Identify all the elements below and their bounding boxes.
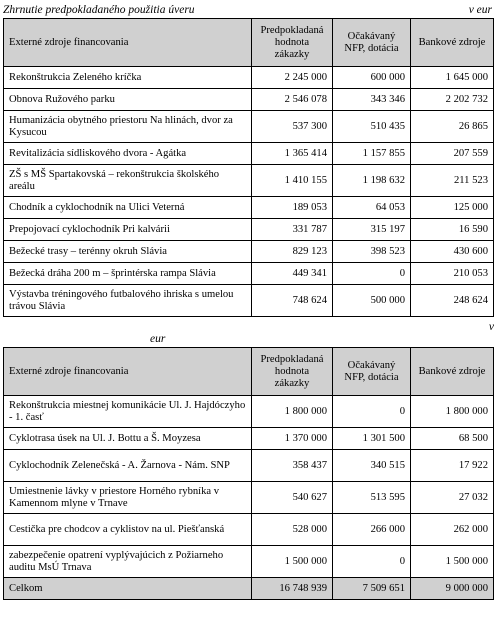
cell-expected: 315 197: [333, 219, 411, 241]
header-expected: Očakávaný NFP, dotácia: [333, 19, 411, 67]
cell-bank: 17 922: [411, 450, 494, 482]
cell-name: Umiestnenie lávky v priestore Horného rybníka v Kamennom mlyne v Trnave: [4, 482, 252, 514]
table-row: [4, 285, 494, 317]
cell-expected: 340 515: [333, 450, 411, 482]
cell-expected: 1 157 855: [333, 143, 411, 165]
cell-estimated: 2 245 000: [252, 67, 333, 89]
total-estimated: 16 748 939: [252, 578, 333, 600]
cell-bank: 26 865: [411, 111, 494, 143]
cell-name: Rekonštrukcia Zeleného kríčka: [4, 67, 252, 89]
header-source: Externé zdroje financovania: [4, 19, 252, 67]
cell-estimated: 189 053: [252, 197, 333, 219]
cell-bank: 430 600: [411, 241, 494, 263]
table-row: [4, 450, 494, 482]
cell-name: Bežecké trasy – terénny okruh Slávia: [4, 241, 252, 263]
cell-bank: 16 590: [411, 219, 494, 241]
financing-table-2: [3, 347, 494, 600]
header-estimated: Predpokladaná hodnota zákazky: [252, 19, 333, 67]
table-row: [4, 396, 494, 428]
cell-expected: 0: [333, 263, 411, 285]
financing-table-1: [3, 18, 494, 317]
cell-estimated: 449 341: [252, 263, 333, 285]
table-row: [4, 111, 494, 143]
cell-expected: 64 053: [333, 197, 411, 219]
cell-bank: 1 645 000: [411, 67, 494, 89]
table-row: [4, 241, 494, 263]
header-row: [4, 19, 494, 67]
cell-bank: 210 053: [411, 263, 494, 285]
total-bank: 9 000 000: [411, 578, 494, 600]
cell-bank: 2 202 732: [411, 89, 494, 111]
cell-name: Humanizácia obytného priestoru Na hlinách, dvor za Kysucou: [4, 111, 252, 143]
cell-bank: 68 500: [411, 428, 494, 450]
cell-name: Cyklotrasa úsek na Ul. J. Bottu a Š. Moyzesa: [4, 428, 252, 450]
cell-bank: 125 000: [411, 197, 494, 219]
cell-estimated: 748 624: [252, 285, 333, 317]
cell-expected: 0: [333, 546, 411, 578]
cell-name: Obnova Ružového parku: [4, 89, 252, 111]
caption-row: [3, 4, 492, 18]
table-row: [4, 197, 494, 219]
cell-name: Cyklochodník Zelenečská - A. Žarnova - Nám. SNP: [4, 450, 252, 482]
cell-bank: 207 559: [411, 143, 494, 165]
caption-title: Zhrnutie predpokladaného použitia úveru: [3, 4, 195, 16]
table-row: [4, 143, 494, 165]
cell-expected: 1 301 500: [333, 428, 411, 450]
header-estimated: Predpokladaná hodnota zákazky: [252, 348, 333, 396]
cell-expected: 1 198 632: [333, 165, 411, 197]
cell-name: Výstavba tréningového futbalového ihriska s umelou trávou Slávia: [4, 285, 252, 317]
cell-name: Chodník a cyklochodník na Ulici Veterná: [4, 197, 252, 219]
cell-expected: 0: [333, 396, 411, 428]
header-bank: Bankové zdroje: [411, 348, 494, 396]
table-row: [4, 428, 494, 450]
cell-estimated: 537 300: [252, 111, 333, 143]
cell-bank: 27 032: [411, 482, 494, 514]
cell-expected: 343 346: [333, 89, 411, 111]
cell-bank: 211 523: [411, 165, 494, 197]
cell-estimated: 2 546 078: [252, 89, 333, 111]
table-row: [4, 546, 494, 578]
table-row: [4, 67, 494, 89]
header-row: [4, 348, 494, 396]
cell-estimated: 528 000: [252, 514, 333, 546]
cell-estimated: 829 123: [252, 241, 333, 263]
cell-expected: 513 595: [333, 482, 411, 514]
cell-estimated: 1 410 155: [252, 165, 333, 197]
total-label: Celkom: [4, 578, 252, 600]
cell-expected: 600 000: [333, 67, 411, 89]
cell-name: Bežecká dráha 200 m – šprintérska rampa Slávia: [4, 263, 252, 285]
cell-bank: 1 800 000: [411, 396, 494, 428]
cell-name: Rekonštrukcia miestnej komunikácie Ul. J. Hajdóczyho - 1. časť: [4, 396, 252, 428]
total-row: [4, 578, 494, 600]
table-row: [4, 514, 494, 546]
cell-name: Revitalizácia sídliskového dvora - Agátka: [4, 143, 252, 165]
cell-expected: 398 523: [333, 241, 411, 263]
cell-name: Prepojovací cyklochodník Pri kalvárii: [4, 219, 252, 241]
cell-estimated: 540 627: [252, 482, 333, 514]
unit-v: v: [488, 321, 494, 333]
header-source: Externé zdroje financovania: [4, 348, 252, 396]
cell-estimated: 331 787: [252, 219, 333, 241]
cell-expected: 510 435: [333, 111, 411, 143]
table-row: [4, 89, 494, 111]
cell-expected: 500 000: [333, 285, 411, 317]
caption-unit: v eur: [468, 4, 492, 16]
cell-estimated: 1 800 000: [252, 396, 333, 428]
header-expected: Očakávaný NFP, dotácia: [333, 348, 411, 396]
cell-estimated: 1 365 414: [252, 143, 333, 165]
cell-name: ZŠ s MŠ Spartakovská – rekonštrukcia školského areálu: [4, 165, 252, 197]
cell-expected: 266 000: [333, 514, 411, 546]
table-row: [4, 482, 494, 514]
cell-name: Cestička pre chodcov a cyklistov na ul. Piešťanská: [4, 514, 252, 546]
unit-eur: eur: [150, 333, 166, 345]
cell-estimated: 1 370 000: [252, 428, 333, 450]
cell-name: zabezpečenie opatrení vyplývajúcich z Požiarneho auditu MsÚ Trnava: [4, 546, 252, 578]
cell-bank: 1 500 000: [411, 546, 494, 578]
total-expected: 7 509 651: [333, 578, 411, 600]
table-row: [4, 165, 494, 197]
cell-estimated: 1 500 000: [252, 546, 333, 578]
cell-estimated: 358 437: [252, 450, 333, 482]
header-bank: Bankové zdroje: [411, 19, 494, 67]
cell-bank: 262 000: [411, 514, 494, 546]
table-row: [4, 219, 494, 241]
table-row: [4, 263, 494, 285]
cell-bank: 248 624: [411, 285, 494, 317]
